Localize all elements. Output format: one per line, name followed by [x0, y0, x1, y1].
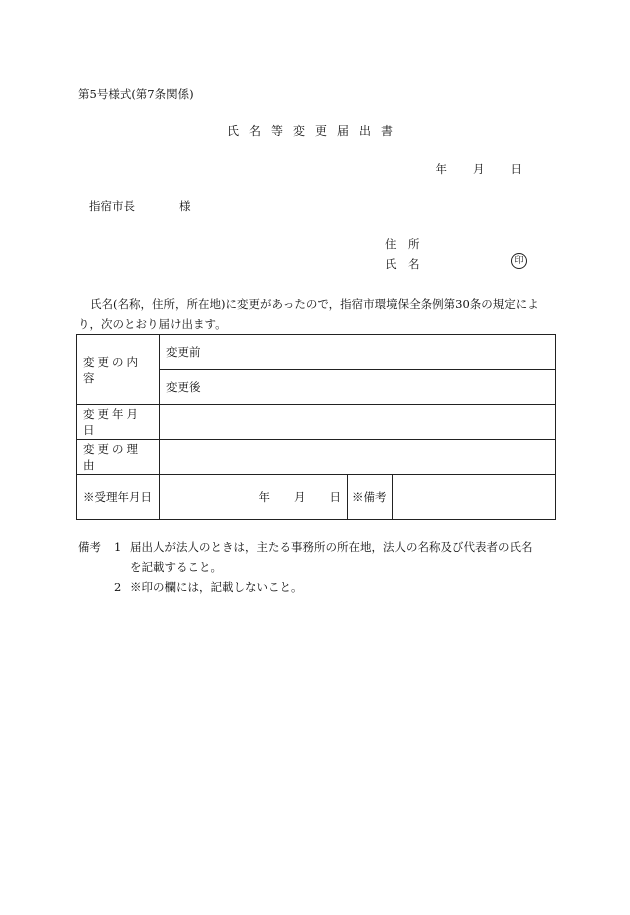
change-reason-label: 変更の理由	[77, 440, 160, 475]
note-2-number: 2	[114, 580, 122, 594]
change-reason-field[interactable]	[160, 440, 556, 475]
receipt-day-label: 日	[329, 490, 341, 504]
addressee	[89, 198, 191, 214]
after-change-field[interactable]	[160, 370, 556, 405]
note-1-line-2: を記載すること。	[130, 560, 222, 574]
receipt-date-field	[160, 475, 348, 520]
statement-text	[78, 294, 560, 334]
date-month-label: 月	[473, 162, 485, 176]
notes-section	[78, 537, 533, 597]
date-year-label: 年	[435, 162, 447, 176]
addressee-honorific: 様	[179, 199, 191, 213]
applicant-address-label: 住 所	[385, 237, 420, 251]
receipt-date-label: ※受理年月日	[77, 475, 160, 520]
note-1-number: 1	[114, 540, 122, 554]
applicant-name-label: 氏 名	[385, 257, 420, 271]
before-change-field[interactable]	[160, 335, 556, 370]
date-day-label: 日	[510, 162, 522, 176]
remarks-label: ※備考	[348, 475, 393, 520]
change-date-label: 変更年月日	[77, 405, 160, 440]
document-title: 氏名等変更届出書	[226, 124, 403, 138]
addressee-name: 指宿市長	[89, 199, 135, 213]
notes-heading: 備考	[78, 540, 101, 554]
form-number-label: 第5号様式(第7条関係)	[78, 87, 194, 101]
after-change-label: 変更後	[166, 380, 201, 394]
receipt-month-label: 月	[294, 490, 306, 504]
statement-line-1: 氏名(名称，住所，所在地)に変更があったので，指宿市環境保全条例第30条の規定によ	[90, 297, 539, 311]
change-form-table	[76, 334, 556, 520]
note-2-text: ※印の欄には，記載しないこと。	[130, 580, 303, 594]
before-change-label: 変更前	[166, 345, 201, 359]
change-date-field[interactable]	[160, 405, 556, 440]
receipt-year-label: 年	[258, 490, 270, 504]
note-1-line-1: 届出人が法人のときは，主たる事務所の所在地，法人の名称及び代表者の氏名	[130, 540, 533, 554]
remarks-field	[393, 475, 556, 520]
submission-date	[436, 161, 523, 177]
statement-line-2: り，次のとおり届け出ます。	[78, 317, 227, 331]
change-content-label: 変更の内容	[77, 335, 160, 405]
seal-mark-icon: 印	[511, 253, 527, 269]
